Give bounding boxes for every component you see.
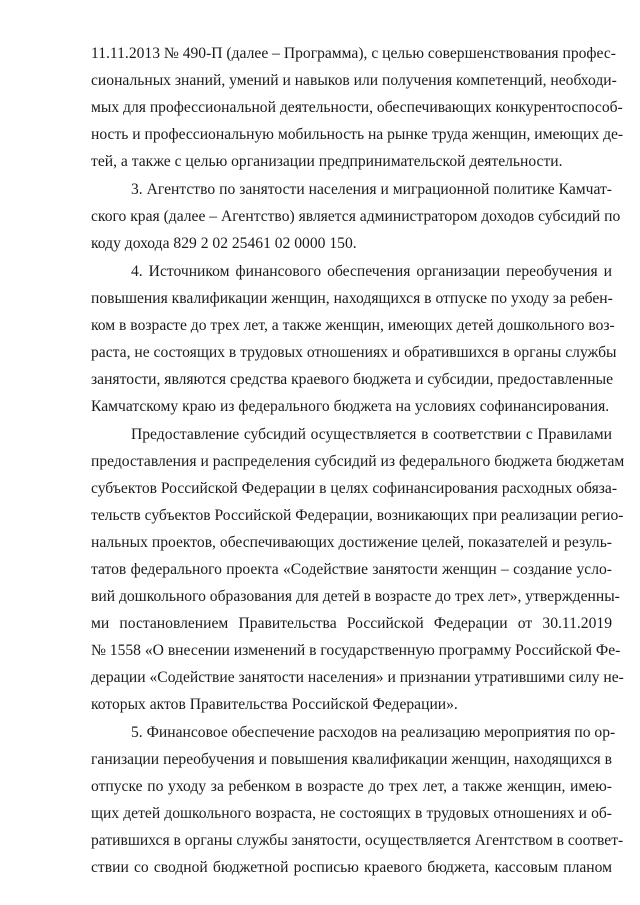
text-line: повышения квалификации женщин, находящихся в отпуске по уходу за ребен- xyxy=(91,290,613,307)
text-line: ствии со сводной бюджетной росписью краевого бюджета, кассовым планом xyxy=(91,859,612,876)
text-line: дерации «Содействие занятости населения» и признании утратившими силу не- xyxy=(91,669,624,686)
text-line: ского края (далее – Агентство) является администратором доходов субсидий по xyxy=(91,208,621,225)
text-line: нальных проектов, обеспечивающих достижение целей, показателей и резуль- xyxy=(91,534,612,551)
text-line: тельств субъектов Российской Федерации, возникающих при реализации регио- xyxy=(91,507,624,524)
text-line: вий дошкольного образования для детей в возрасте до трех лет», утвержденны- xyxy=(91,588,620,605)
text-line: татов федерального проекта «Содействие занятости женщин – создание усло- xyxy=(91,561,612,578)
text-line: тей, а также с целью организации предпринимательской деятельности. xyxy=(91,153,563,170)
text-line: занятости, являются средства краевого бюджета и субсидии, предоставленные xyxy=(91,371,614,388)
text-line: ность и профессиональную мобильность на рынке труда женщин, имеющих де- xyxy=(91,126,624,143)
text-line: мых для профессиональной деятельности, обеспечивающих конкурентоспособ- xyxy=(91,99,623,116)
text-line: раста, не состоящих в трудовых отношениях и обратившихся в органы службы xyxy=(91,344,617,361)
text-line: Камчатскому краю из федерального бюджета на условиях софинансирования. xyxy=(91,398,610,415)
text-line: 5. Финансовое обеспечение расходов на реализацию мероприятия по ор- xyxy=(131,724,616,741)
text-line: № 1558 «О внесении изменений в государственную программу Российской Фе- xyxy=(91,642,621,659)
text-line: 11.11.2013 № 490-П (далее – Программа), с целью совершенствования профес- xyxy=(91,45,616,62)
text-line: предоставления и распределения субсидий из федерального бюджета бюджетам xyxy=(91,453,625,470)
text-line: ком в возрасте до трех лет, а также женщин, имеющих детей дошкольного воз- xyxy=(91,317,615,334)
text-line: коду дохода 829 2 02 25461 02 0000 150. xyxy=(91,235,357,252)
text-line: щих детей дошкольного возраста, не состоящих в трудовых отношениях и об- xyxy=(91,805,612,822)
text-line: отпуске по уходу за ребенком в возрасте до трех лет, а также женщин, имею- xyxy=(91,778,612,795)
text-line: 3. Агентство по занятости населения и миграционной политике Камчат- xyxy=(131,181,612,198)
text-line: Предоставление субсидий осуществляется в соответствии с Правилами xyxy=(131,426,612,443)
text-line: ратившихся в органы службы занятости, осуществляется Агентством в соответ- xyxy=(91,832,624,849)
text-line: сиональных знаний, умений и навыков или получения компетенций, необходи- xyxy=(91,72,617,89)
text-line: 4. Источником финансового обеспечения организации переобучения и xyxy=(131,263,612,280)
text-line: ми постановлением Правительства Российской Федерации от 30.11.2019 xyxy=(91,615,612,632)
text-line: субъектов Российской Федерации в целях софинансирования расходных обяза- xyxy=(91,480,618,497)
text-line: которых актов Правительства Российской Федерации». xyxy=(91,696,458,713)
text-line: ганизации переобучения и повышения квалификации женщин, находящихся в xyxy=(91,751,612,768)
